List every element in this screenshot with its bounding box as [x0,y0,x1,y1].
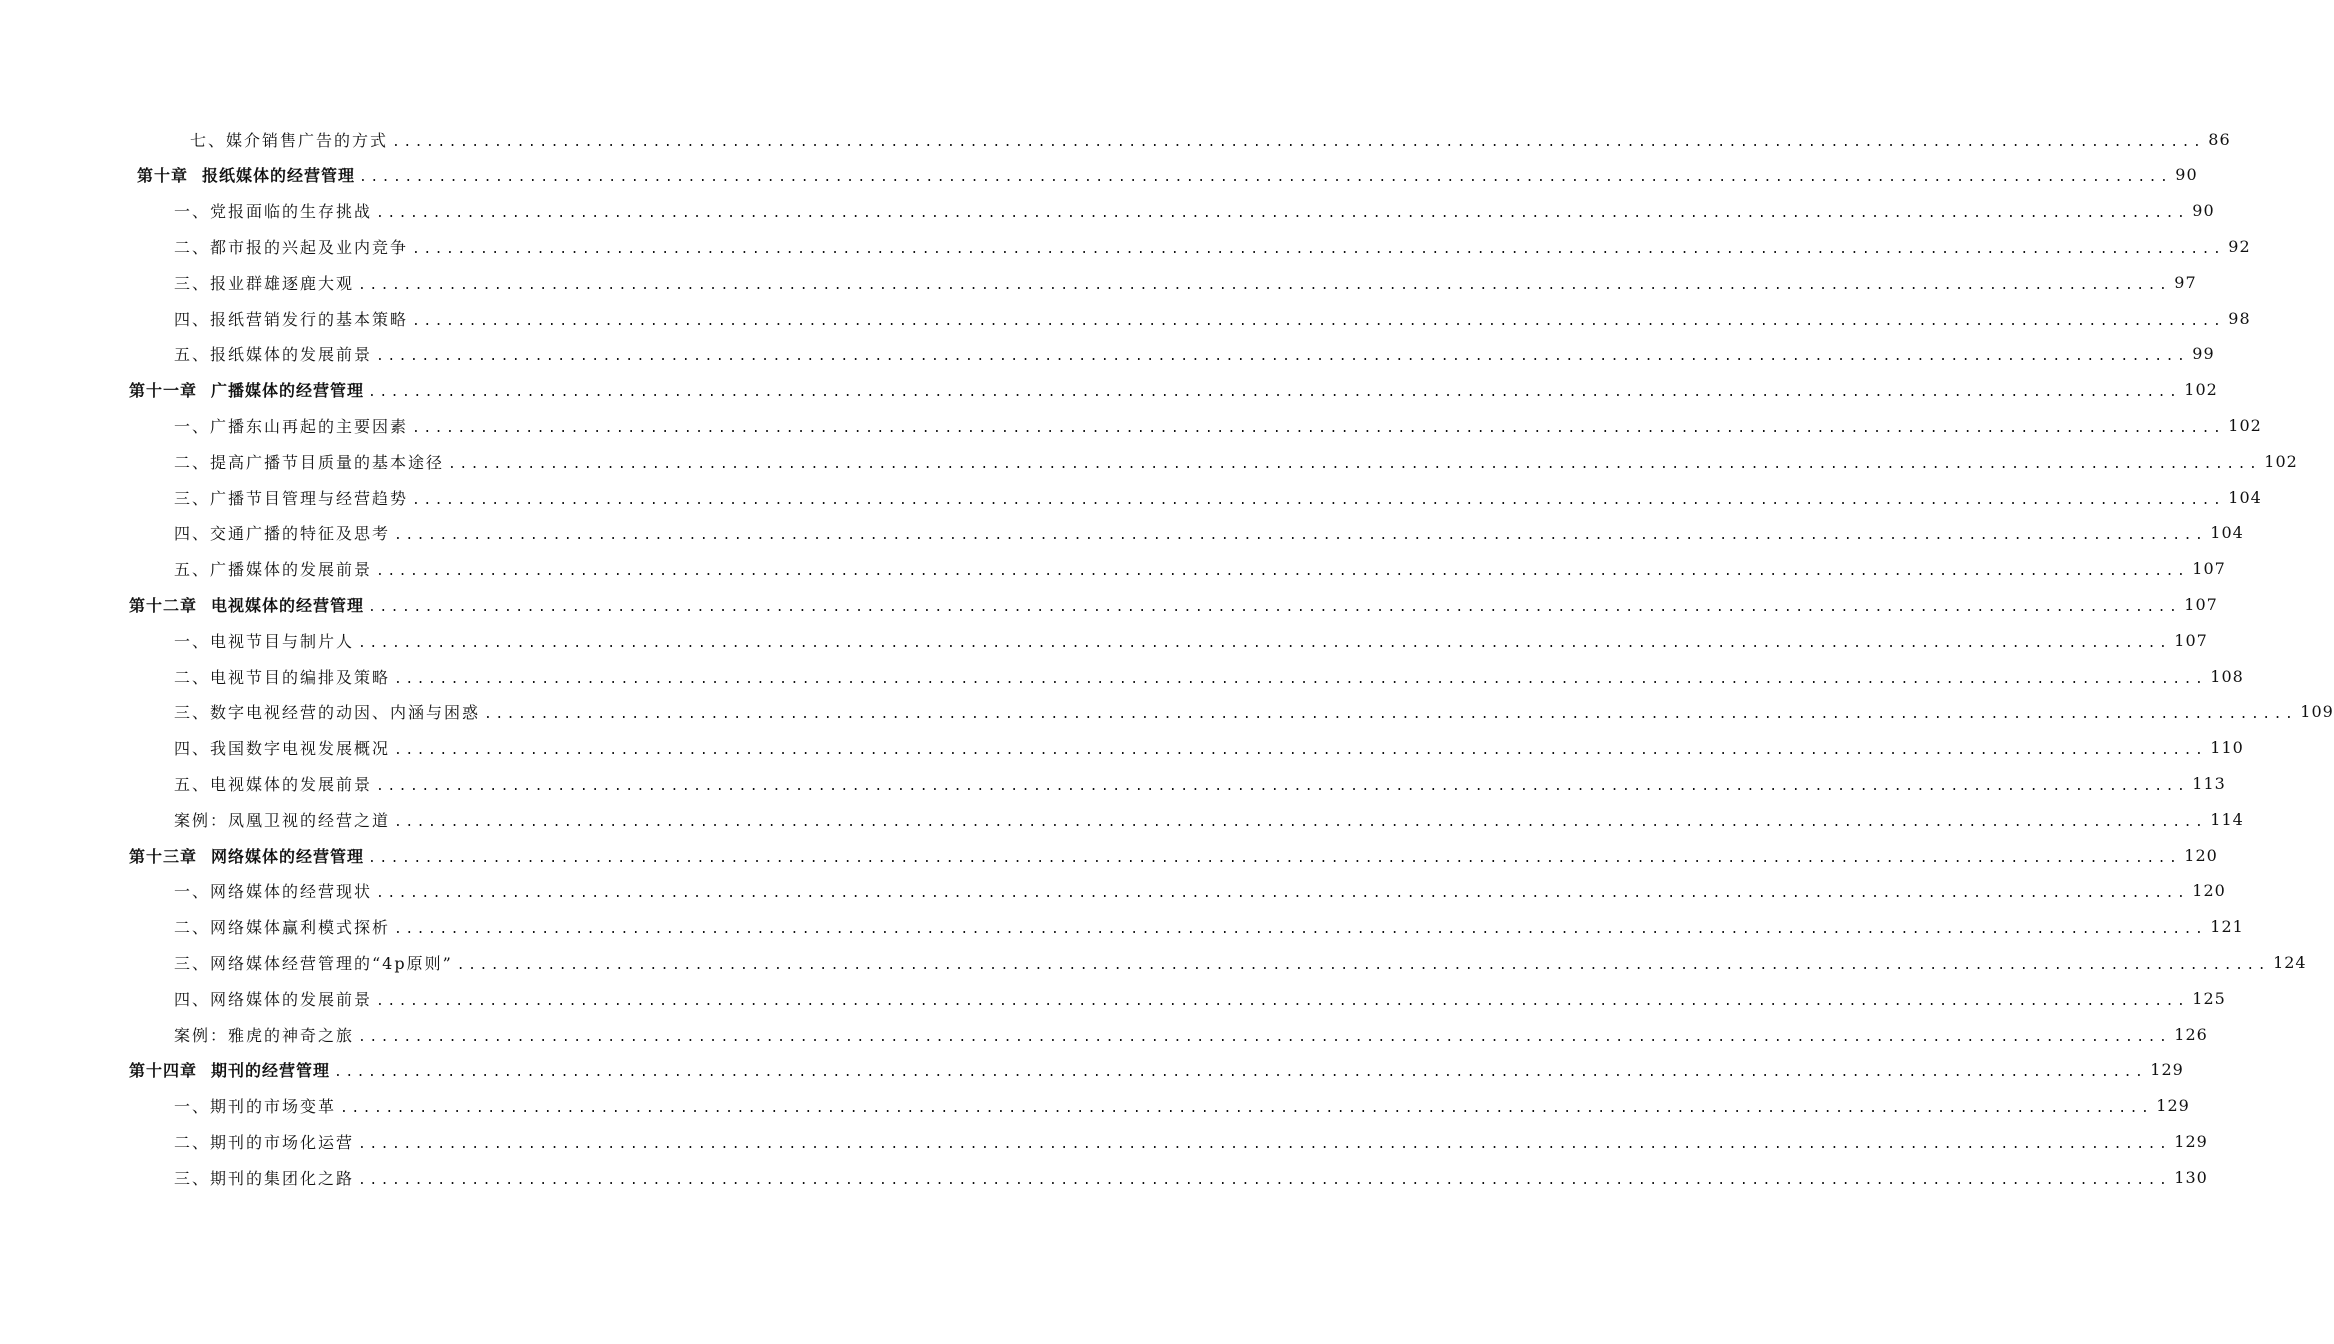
dot-leader: ................................................................................................................................................................ [358,277,2171,293]
page-number: 97 [2174,272,2197,292]
chapter-title: 广播媒体的经营管理 [211,381,365,401]
dot-leader: ................................................................................................................................................................ [394,922,2207,938]
toc-chapter-entry[interactable] [129,837,2218,873]
toc-section-entry[interactable] [190,121,2231,157]
page-number: 113 [2192,773,2226,793]
toc-section-entry[interactable] [174,622,2208,658]
chapter-label: 第十二章 [129,595,198,615]
toc-section-entry[interactable] [174,1016,2208,1052]
dot-leader: ................................................................................................................................................................ [392,134,2205,150]
toc-chapter-entry[interactable] [137,157,2198,193]
toc-section-entry[interactable] [174,264,2197,300]
dot-leader: ................................................................................................................................................................ [368,850,2181,866]
dot-leader: ................................................................................................................................................................ [484,707,2297,723]
page-number: 110 [2210,738,2244,758]
dot-leader: ................................................................................................................................................................ [359,170,2172,186]
dot-leader: ................................................................................................................................................................ [412,492,2225,508]
toc-entry-title: 一、网络媒体的经营现状 [174,882,373,902]
toc-entry-title: 三、广播节目管理与经营趋势 [174,488,409,508]
page-number: 108 [2210,666,2244,686]
toc-entry-title [137,163,355,186]
dot-leader: ................................................................................................................................................................ [376,564,2189,580]
toc-section-entry[interactable] [174,228,2251,264]
dot-leader: ................................................................................................................................................................ [376,993,2189,1009]
toc-section-entry[interactable] [174,730,2244,766]
dot-leader: ................................................................................................................................................................ [358,1172,2171,1188]
page-number: 90 [2192,201,2215,221]
toc-chapter-entry[interactable] [129,586,2218,622]
chapter-label: 第十三章 [129,846,198,866]
dot-leader: ................................................................................................................................................................ [376,778,2189,794]
dot-leader: ................................................................................................................................................................ [340,1101,2153,1117]
page-number: 126 [2174,1024,2208,1044]
toc-section-entry[interactable] [174,980,2226,1016]
toc-entry-title: 五、广播媒体的发展前景 [174,560,373,580]
dot-leader: ................................................................................................................................................................ [376,206,2189,222]
page-number: 120 [2192,881,2226,901]
toc-entry-title: 一、党报面临的生存挑战 [174,202,373,222]
toc-entry-title: 一、广播东山再起的主要因素 [174,416,409,436]
toc-chapter-entry[interactable] [129,1052,2184,1088]
toc-section-entry[interactable] [174,1159,2208,1195]
toc-entry-title: 二、电视节目的编排及策略 [174,667,391,687]
page-number: 114 [2210,809,2244,829]
page-number: 102 [2184,380,2218,400]
page-number: 125 [2192,988,2226,1008]
toc-entry-title [129,593,364,616]
toc-entry-title: 案例：雅虎的神奇之旅 [174,1025,355,1045]
chapter-title: 报纸媒体的经营管理 [202,166,356,186]
page-number: 102 [2228,415,2262,435]
page-number: 124 [2273,952,2307,972]
chapter-label: 第十四章 [129,1061,198,1081]
page-number: 104 [2228,487,2262,507]
dot-leader: ................................................................................................................................................................ [358,635,2171,651]
toc-entry-title: 一、电视节目与制片人 [174,631,355,651]
dot-leader: ................................................................................................................................................................ [394,671,2207,687]
toc-entry-title [129,1058,330,1081]
dot-leader: ................................................................................................................................................................ [368,599,2181,615]
toc-entry-title: 三、数字电视经营的动因、内涵与困惑 [174,703,481,723]
toc-entry-title [129,844,364,867]
toc-section-entry[interactable] [174,658,2244,694]
dot-leader: ................................................................................................................................................................ [358,1029,2171,1045]
toc-entry-title: 三、报业群雄逐鹿大观 [174,273,355,293]
toc-entry-title: 一、期刊的市场变革 [174,1097,337,1117]
page-number: 130 [2174,1167,2208,1187]
page-number: 129 [2150,1060,2184,1080]
toc-section-entry[interactable] [174,336,2215,372]
dot-leader: ................................................................................................................................................................ [412,241,2225,257]
dot-leader: ................................................................................................................................................................ [376,886,2189,902]
toc-entry-title: 二、网络媒体赢利模式探析 [174,918,391,938]
toc-section-entry[interactable] [174,443,2298,479]
toc-section-entry[interactable] [174,193,2215,229]
toc-entry-title: 三、网络媒体经营管理的“4p原则” [174,953,453,973]
page-number: 109 [2300,702,2334,722]
chapter-label: 第十一章 [129,381,198,401]
page-number: 92 [2228,236,2251,256]
dot-leader: ................................................................................................................................................................ [334,1065,2147,1081]
toc-section-entry[interactable] [174,801,2244,837]
chapter-title: 网络媒体的经营管理 [211,846,365,866]
toc-entry-title: 案例：凤凰卫视的经营之道 [174,810,391,830]
toc-entry-title: 三、期刊的集团化之路 [174,1168,355,1188]
dot-leader: ................................................................................................................................................................ [394,528,2207,544]
page-number: 107 [2192,559,2226,579]
toc-entry-title: 五、电视媒体的发展前景 [174,774,373,794]
page-number: 129 [2174,1131,2208,1151]
page-number: 121 [2210,917,2244,937]
chapter-label: 第十章 [137,166,189,186]
dot-leader: ................................................................................................................................................................ [358,1136,2171,1152]
toc-section-entry[interactable] [174,765,2226,801]
dot-leader: ................................................................................................................................................................ [456,957,2270,973]
dot-leader: ................................................................................................................................................................ [394,814,2207,830]
toc-section-entry[interactable] [174,873,2226,909]
page-number: 129 [2156,1096,2190,1116]
toc-section-entry[interactable] [174,515,2244,551]
toc-entry-title: 二、提高广播节目质量的基本途径 [174,452,445,472]
dot-leader: ................................................................................................................................................................ [368,385,2181,401]
toc-section-entry[interactable] [174,944,2307,980]
toc-entry-title: 四、网络媒体的发展前景 [174,989,373,1009]
toc-entry-title: 四、报纸营销发行的基本策略 [174,309,409,329]
page-number: 86 [2208,129,2231,149]
page-number: 99 [2192,344,2215,364]
chapter-title: 期刊的经营管理 [211,1061,331,1081]
page-number: 98 [2228,308,2251,328]
page-number: 120 [2184,845,2218,865]
toc-section-entry[interactable] [174,1088,2190,1124]
toc-entry-title: 四、我国数字电视发展概况 [174,739,391,759]
toc-section-entry[interactable] [174,551,2226,587]
page-number: 107 [2174,630,2208,650]
dot-leader: ................................................................................................................................................................ [448,456,2261,472]
toc-entry-title: 二、期刊的市场化运营 [174,1132,355,1152]
page-number: 107 [2184,594,2218,614]
toc-entry-title [129,378,364,401]
page-number: 102 [2264,451,2298,471]
dot-leader: ................................................................................................................................................................ [376,349,2189,365]
toc-entry-title: 五、报纸媒体的发展前景 [174,345,373,365]
toc-entry-title: 二、都市报的兴起及业内竞争 [174,237,409,257]
toc-entry-title: 七、媒介销售广告的方式 [190,130,389,150]
dot-leader: ................................................................................................................................................................ [412,313,2225,329]
toc-section-entry[interactable] [174,300,2251,336]
toc-entry-title: 四、交通广播的特征及思考 [174,524,391,544]
toc-chapter-entry[interactable] [129,372,2218,408]
page-number: 90 [2175,165,2198,185]
dot-leader: ................................................................................................................................................................ [394,743,2207,759]
page-number: 104 [2210,523,2244,543]
chapter-title: 电视媒体的经营管理 [211,595,365,615]
dot-leader: ................................................................................................................................................................ [412,420,2225,436]
toc-section-entry[interactable] [174,407,2262,443]
toc-section-entry[interactable] [174,479,2262,515]
toc-section-entry[interactable] [174,1123,2208,1159]
toc-section-entry[interactable] [174,694,2334,730]
toc-section-entry[interactable] [174,909,2244,945]
